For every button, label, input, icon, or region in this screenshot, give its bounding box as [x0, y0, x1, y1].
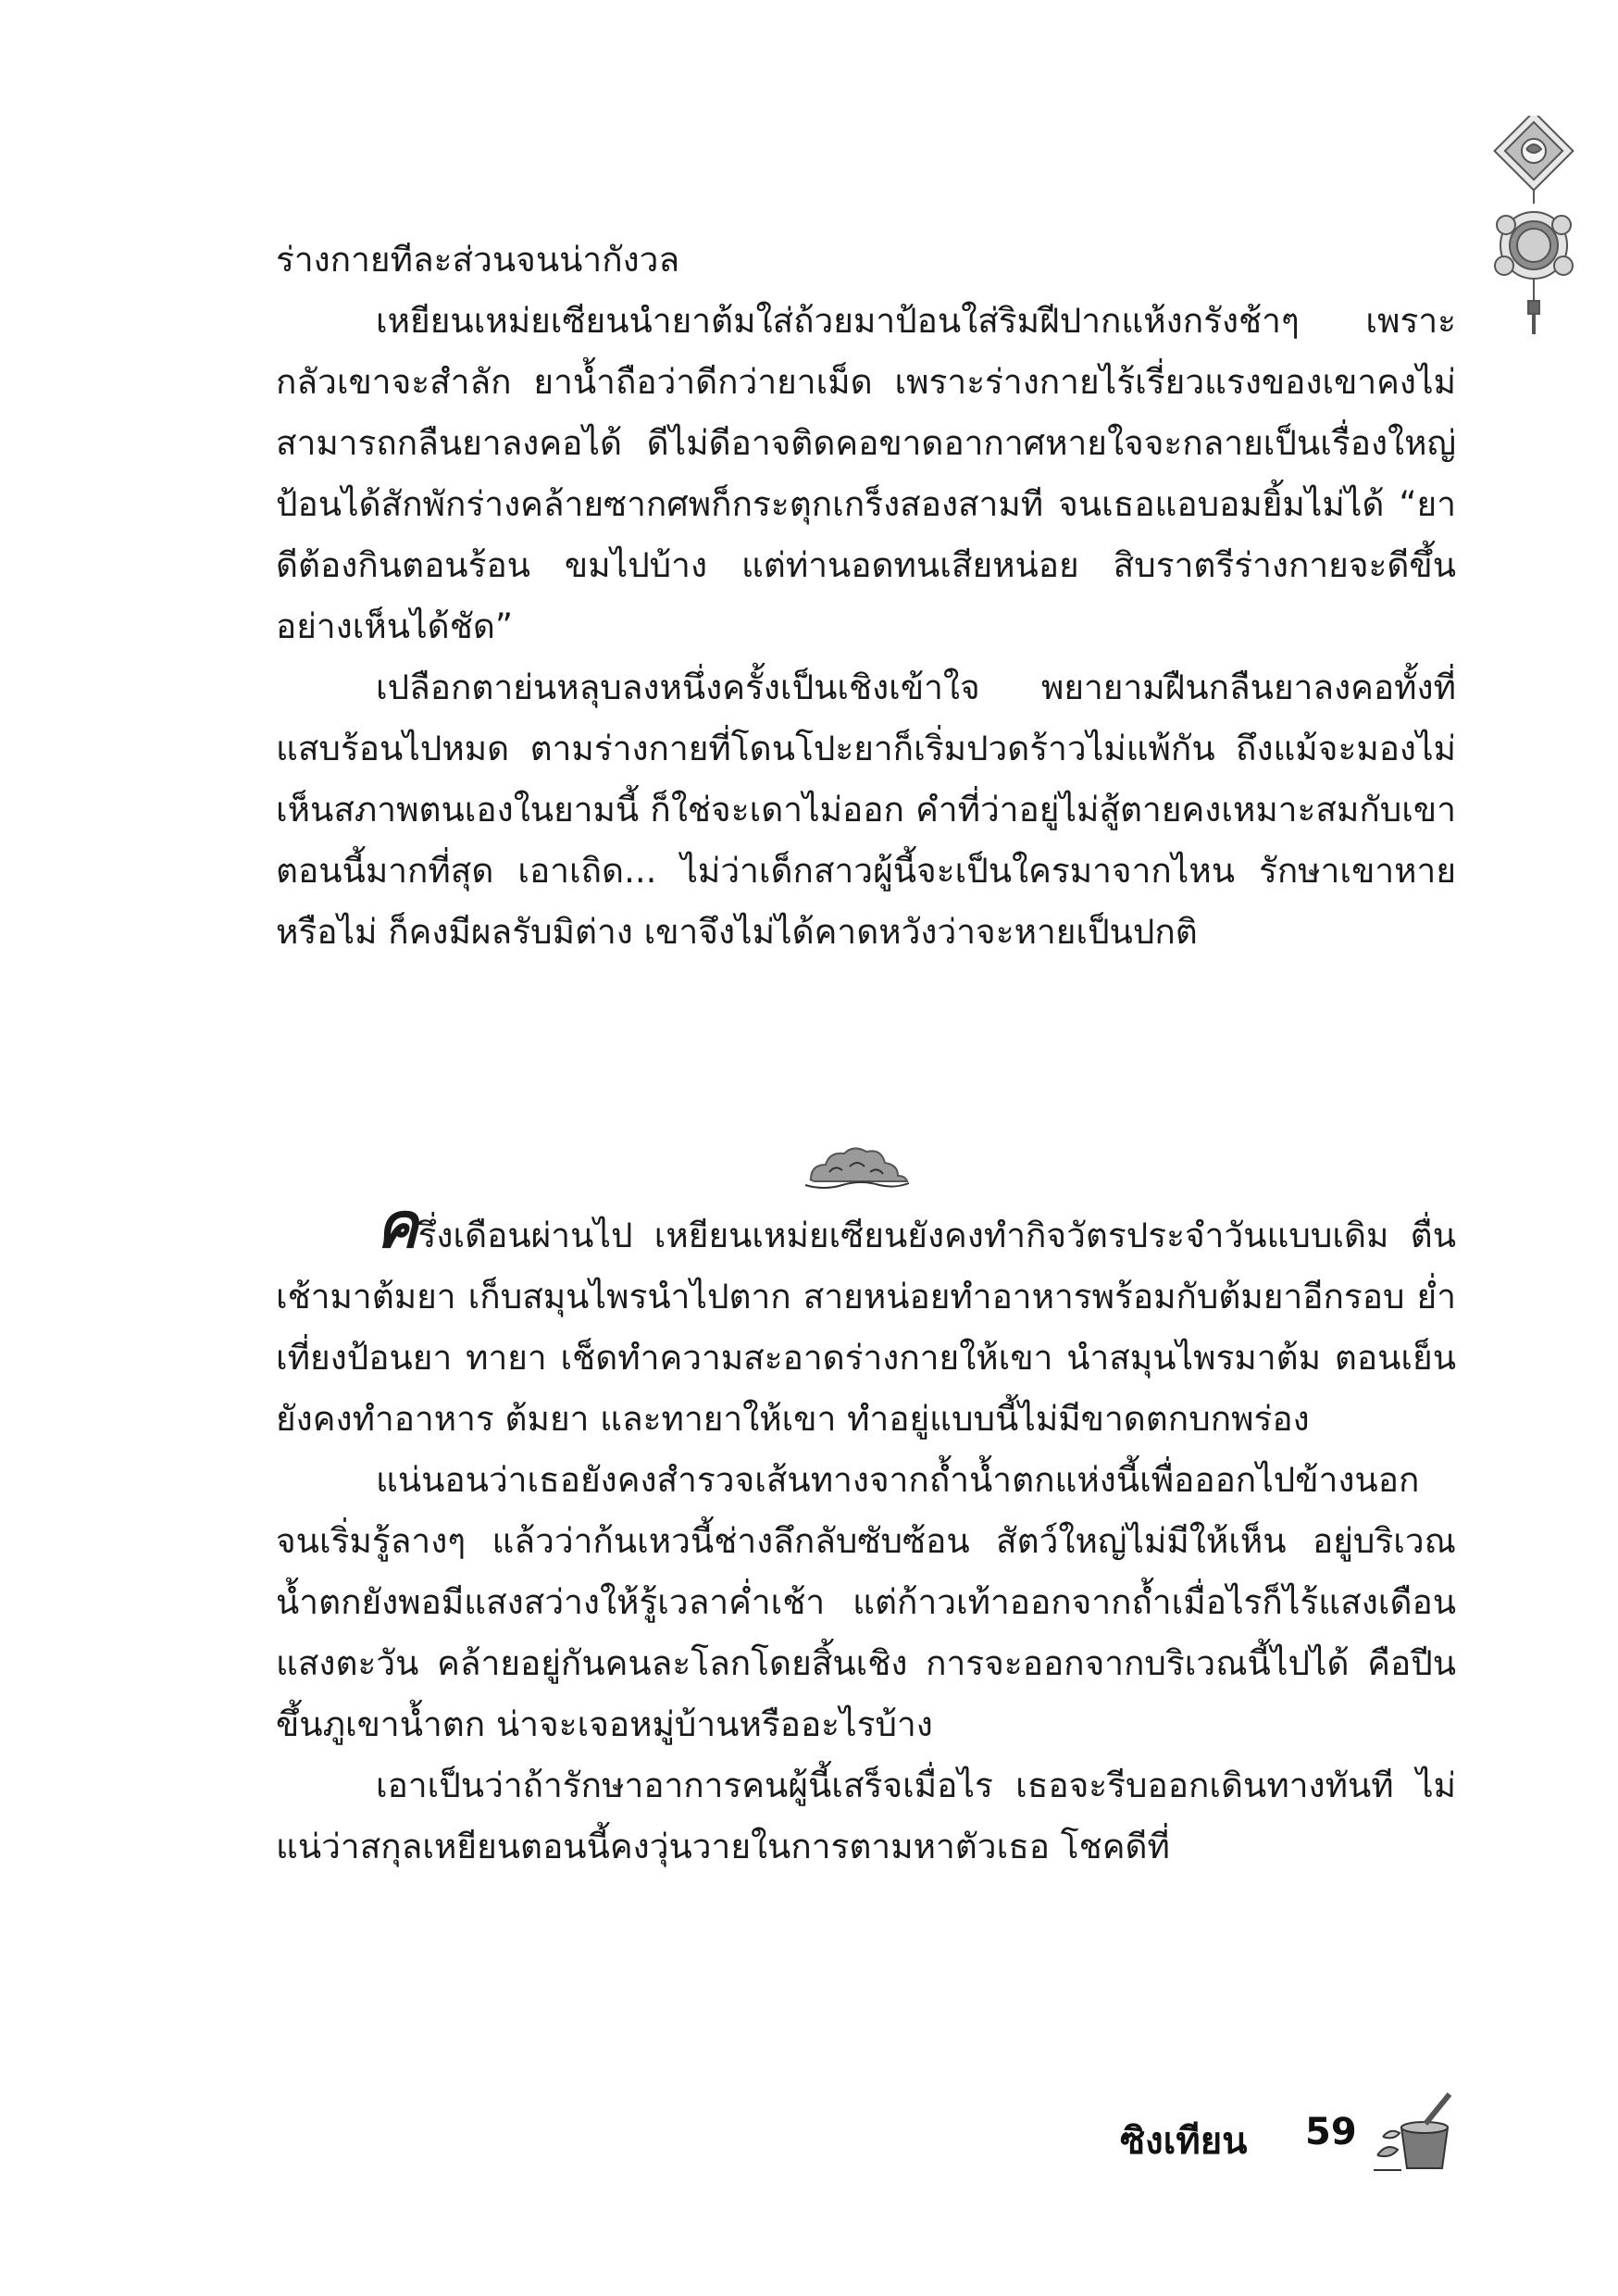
paragraph: เอาเป็นว่าถ้ารักษาอาการคนผู้นี้เสร็จเมื่อไร เธอจะรีบออกเดินทางทันที ไม่แน่ว่าสกุลเหยียนตอนนี้คงวุ่นวายในการตามหาตัวเธอ โชคดีที่	[276, 1766, 1456, 1866]
book-title: ซิงเทียน	[1120, 2120, 1248, 2163]
cloud-divider-icon	[802, 1144, 913, 1196]
paragraph-with-drop-letter	[276, 1190, 1456, 1450]
paragraph: เปลือกตาย่นหลุบลงหนึ่งครั้งเป็นเชิงเข้าใจ พยายามฝืนกลืนยาลงคอทั้งที่แสบร้อนไปหมด ตามร่างกายที่โดนโปะยาก็เริ่มปวดร้าวไม่แพ้กัน ถึงแม้จะมองไม่เห็นสภาพตนเองในยามนี้ ก็ใช่จะเดาไม่ออก คำที่ว่าอยู่ไม่สู้ตายคงเหมาะสมกับเขาตอนนี้มากที่สุด เอาเถิด... ไม่ว่าเด็กสาวผู้นี้จะเป็นใครมาจากไหน รักษาเขาหายหรือไม่ ก็คงมีผลรับมิต่าง เขาจึงไม่ได้คาดหวังว่าจะหายเป็นปกติ	[276, 668, 1456, 952]
section-2-text	[276, 1190, 1456, 1878]
page-footer	[1092, 2102, 1481, 2176]
paragraph: เหยียนเหม่ยเซียนนำยาต้มใส่ถ้วยมาป้อนใส่ริมฝีปากแห้งกรังช้าๆ เพราะกลัวเขาจะสำลัก ยาน้ำถือว่าดีกว่ายาเม็ด เพราะร่างกายไร้เรี่ยวแรงของเขาคงไม่สามารถกลืนยาลงคอได้ ดีไม่ดีอาจติดคอขาดอากาศหายใจจะกลายเป็นเรื่องใหญ่ ป้อนได้สักพักร่างคล้ายซากศพก็กระตุกเกร็งสองสามที จนเธอแอบอมยิ้มไม่ได้ “ยาดีต้องกินตอนร้อน ขมไปบ้าง แต่ท่านอดทนเสียหน่อย สิบราตรีร่างกายจะดีขึ้นอย่างเห็นได้ชัด”	[276, 301, 1456, 646]
drop-letter: ค	[376, 1190, 418, 1263]
paragraph-text: รึ่งเดือนผ่านไป เหยียนเหม่ยเซียนยังคงทำกิจวัตรประจำวันแบบเดิม ตื่นเช้ามาต้มยา เก็บสมุนไพรนำไปตาก สายหน่อยทำอาหารพร้อมกับต้มยาอีกรอบ ย่ำเที่ยงป้อนยา ทายา เช็ดทำความสะอาดร่างกายให้เขา นำสมุนไพรมาต้ม ตอนเย็นยังคงทำอาหาร ต้มยา และทายาให้เขา ทำอยู่แบบนี้ไม่มีขาดตกบกพร่อง	[276, 1216, 1456, 1439]
paragraph: แน่นอนว่าเธอยังคงสำรวจเส้นทางจากถ้ำน้ำตกแห่งนี้เพื่อออกไปข้างนอก จนเริ่มรู้ลางๆ แล้วว่าก้นเหวนี้ช่างลึกลับซับซ้อน สัตว์ใหญ่ไม่มีให้เห็น อยู่บริเวณน้ำตกยังพอมีแสงสว่างให้รู้เวลาค่ำเช้า แต่ก้าวเท้าออกจากถ้ำเมื่อไรก็ไร้แสงเดือนแสงตะวัน คล้ายอยู่กันคนละโลกโดยสิ้นเชิง การจะออกจากบริเวณนี้ไปได้ คือปีนขึ้นภูเขาน้ำตก น่าจะเจอหมู่บ้านหรืออะไรบ้าง	[276, 1460, 1456, 1744]
page-number: 59	[1305, 2111, 1357, 2153]
paragraph-continuation: ร่างกายทีละส่วนจนน่ากังวล	[276, 240, 680, 280]
chinese-emblem-ornament	[1486, 116, 1583, 338]
section-1-text	[276, 230, 1456, 963]
mortar-pestle-icon	[1370, 2090, 1462, 2176]
